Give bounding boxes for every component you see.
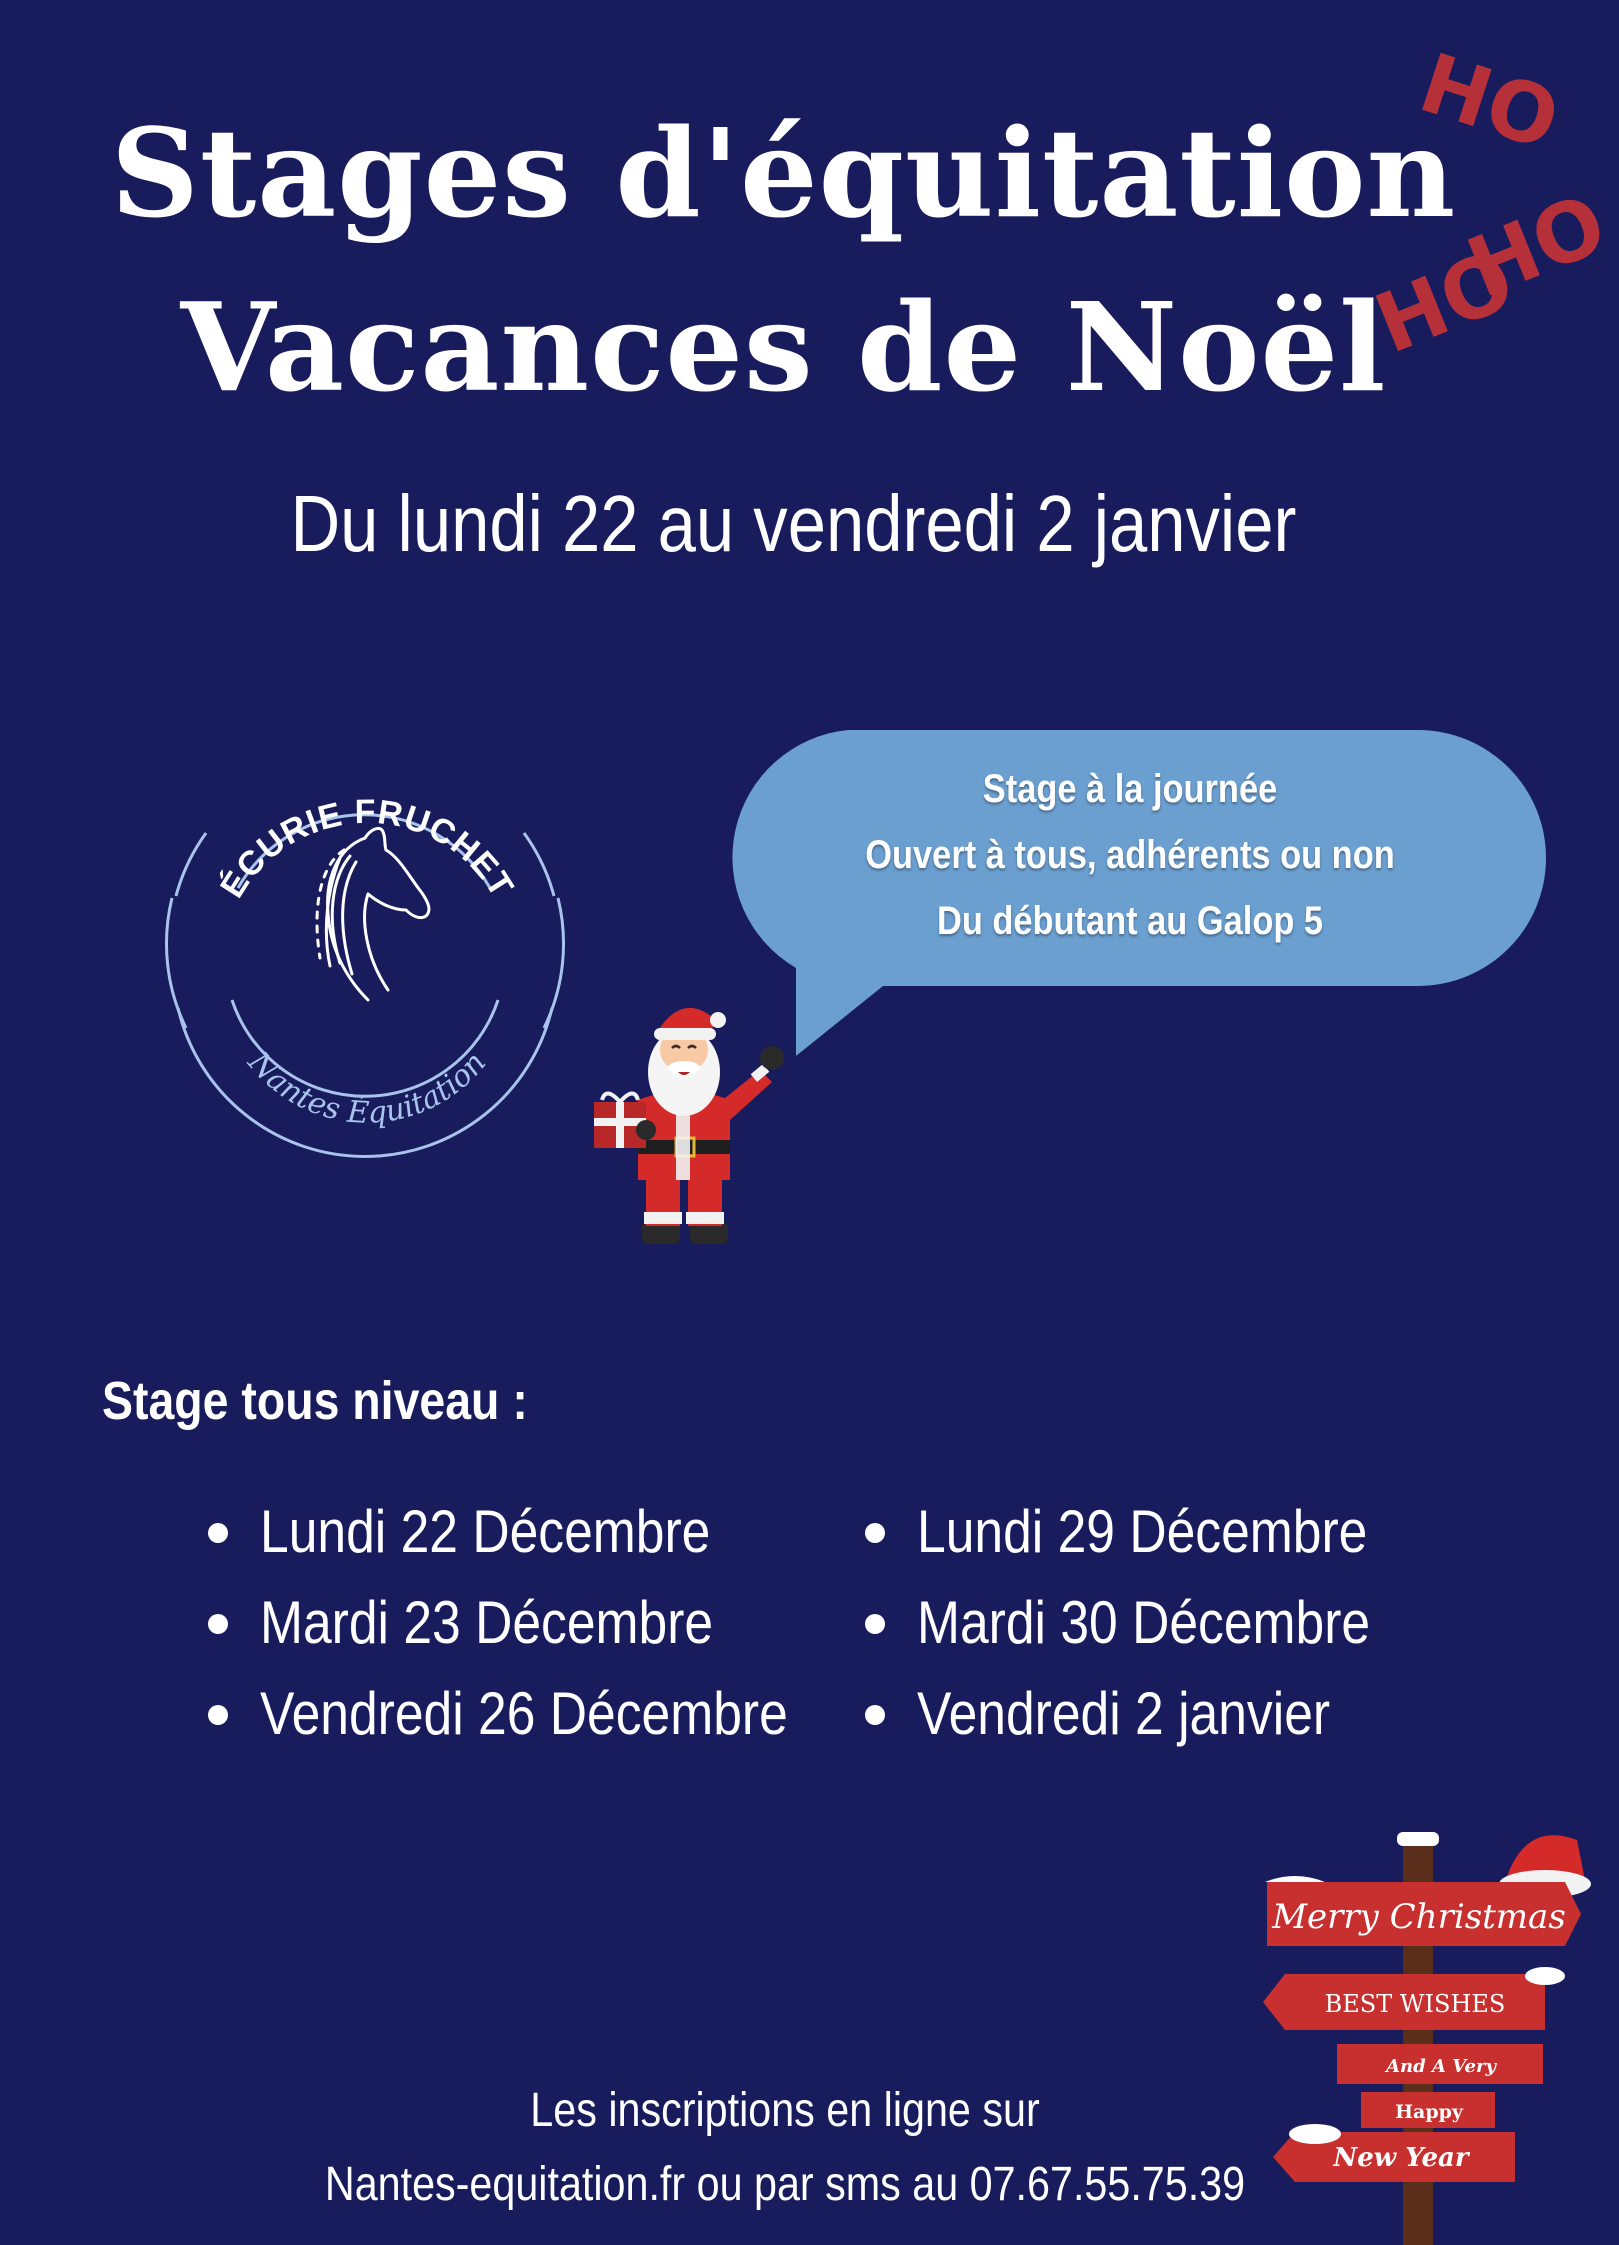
date-list-item: Vendredi 26 Décembre <box>208 1668 874 1759</box>
sign-best-wishes: BEST WISHES <box>1324 1990 1506 2018</box>
logo-bottom-text: Nantes Équitation <box>240 1045 494 1131</box>
title-line-2: Vacances de Noël <box>180 275 1387 419</box>
bullet-icon <box>208 1614 228 1634</box>
speech-bubble-text <box>777 756 1482 954</box>
bubble-line-3: Du débutant au Galop 5 <box>936 899 1324 943</box>
svg-text:ÉCURIE FRUCHET <box>213 793 521 904</box>
date-list-item: Lundi 22 Décembre <box>208 1486 874 1577</box>
date-range-subtitle: Du lundi 22 au vendredi 2 janvier <box>290 479 1297 568</box>
date-list-item: Lundi 29 Décembre <box>865 1486 1444 1577</box>
santa-illustration <box>580 990 800 1255</box>
ho-decoration-1: HO <box>1408 35 1570 170</box>
sign-and-a-very: And A Very <box>1386 2056 1496 2077</box>
sign-happy: Happy <box>1395 2101 1463 2123</box>
bubble-line-1: Stage à la journée <box>982 767 1278 811</box>
ho-decoration-2: HO <box>1455 176 1619 317</box>
footer-line-1: Les inscriptions en ligne sur <box>530 2084 1040 2137</box>
sign-merry-christmas: Merry Christmas <box>1272 1897 1566 1937</box>
date-list-item: Vendredi 2 janvier <box>865 1668 1444 1759</box>
footer-line-2: Nantes-equitation.fr ou par sms au 07.67.55.75.39 <box>324 2158 1246 2211</box>
title-line-1: Stages d'équitation <box>110 101 1457 245</box>
bullet-icon <box>865 1614 885 1634</box>
dates-column-2 <box>865 1486 1444 1759</box>
svg-text:Nantes Équitation <box>240 1044 493 1131</box>
bullet-icon <box>208 1523 228 1543</box>
sign-new-year: New Year <box>1333 2143 1469 2173</box>
levels-heading: Stage tous niveau : <box>102 1371 528 1431</box>
bubble-line-2: Ouvert à tous, adhérents ou non <box>865 833 1395 877</box>
ecurie-fruchet-logo <box>160 738 570 1158</box>
dates-column-1 <box>208 1486 874 1759</box>
date-list-item: Mardi 30 Décembre <box>865 1577 1444 1668</box>
ho-decoration-3: HO <box>1363 232 1527 373</box>
bullet-icon <box>208 1705 228 1725</box>
logo-top-text: ÉCURIE FRUCHET <box>213 792 521 905</box>
date-list-item: Mardi 23 Décembre <box>208 1577 874 1668</box>
bullet-icon <box>865 1705 885 1725</box>
bullet-icon <box>865 1523 885 1543</box>
registration-footer <box>0 2074 1570 2222</box>
